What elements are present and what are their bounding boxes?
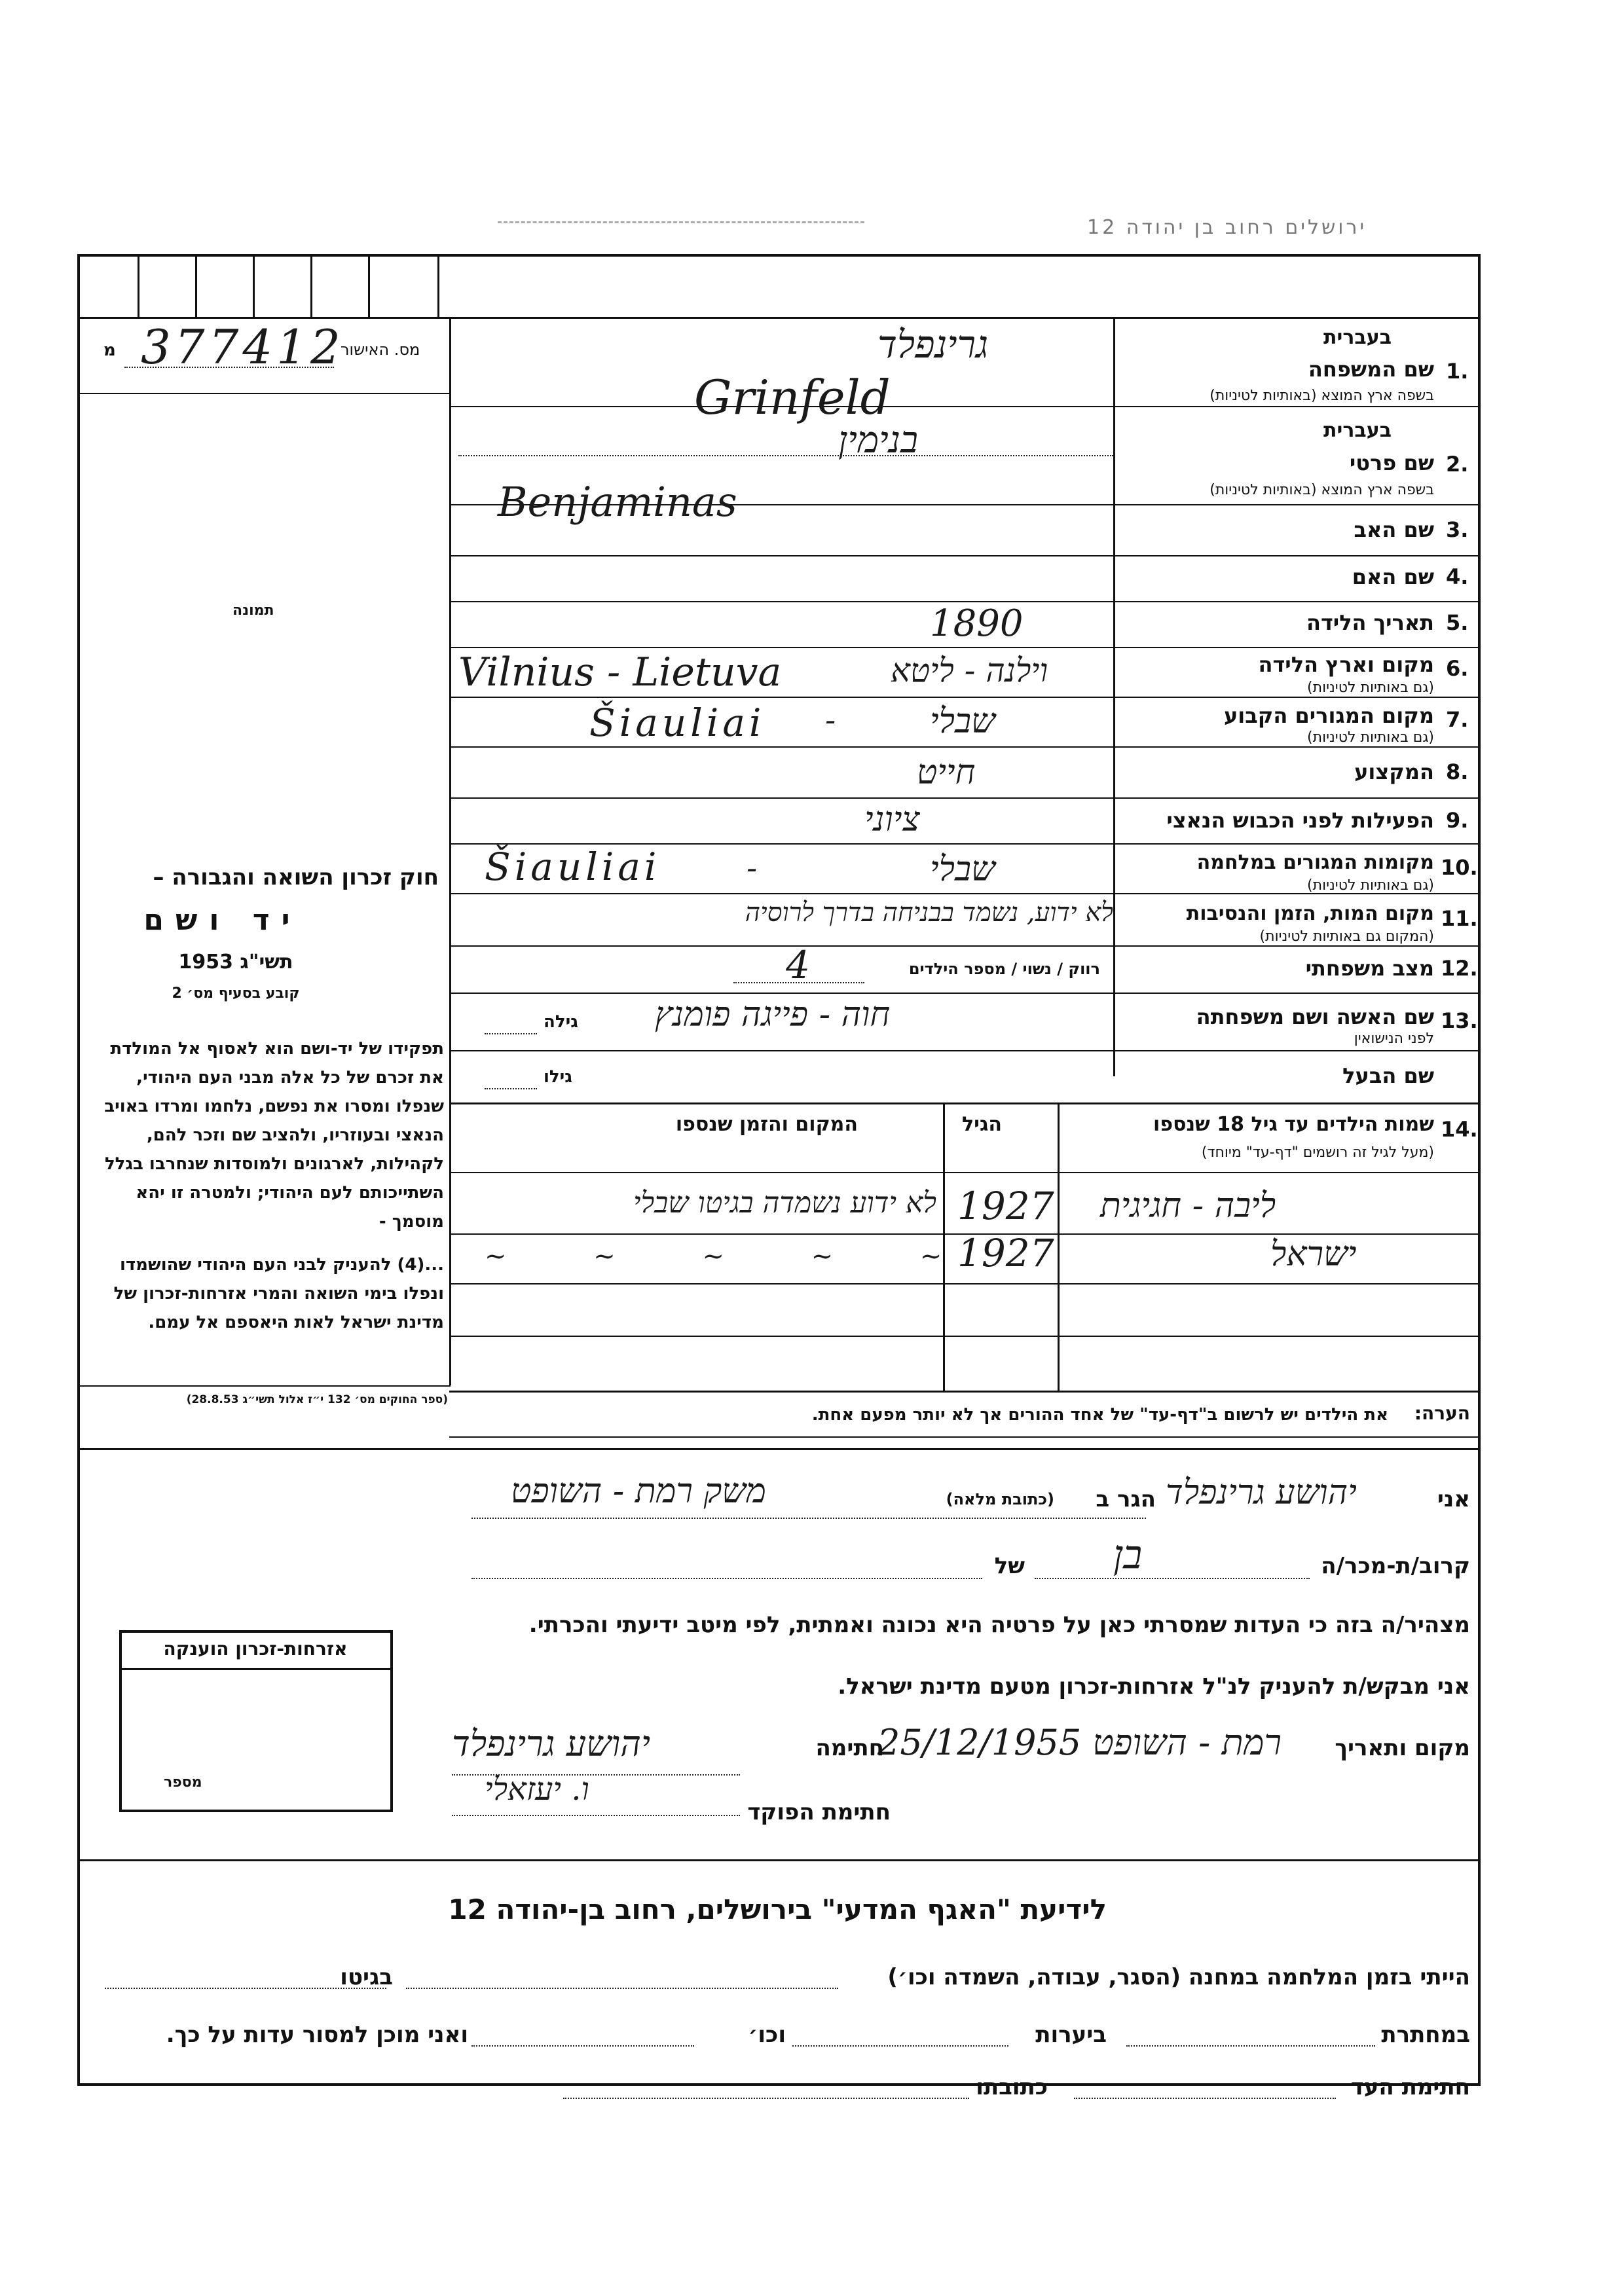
field-1-label: שם המשפחה [1308,357,1434,382]
signature-value: יהושע גרינפלד [452,1723,651,1764]
sidebar-bottom-line [77,1385,451,1387]
declaration-statement-1: מצהיר/ה בזה כי העדות שמסרתי כאן על פרטיה היא נכונה ואמתית, לפי מיטב ידיעתי והכרתי. [528,1612,1470,1638]
field-13-value: חוה - פייגה פומנץ [655,995,891,1034]
officer-label: חתימת הפוקד [747,1799,891,1825]
bottom-line3-a: חתימת העד [1350,2074,1470,2100]
children-col-place: המקום והזמן שנספו [675,1113,858,1136]
field-2-label: שם פרטי [1349,450,1434,475]
field-5-value: 1890 [930,602,1024,645]
bottom-line1-a: הייתי בזמן המלחמה במחנה (הסגר, עבודה, השמדה וכו׳) [887,1964,1470,1990]
children-label: שמות הילדים עד גיל 18 שנספו [1153,1113,1434,1136]
field-13-label: שם האשה ושם משפחתה [1196,1004,1434,1029]
form-number-value: 377412 [141,319,344,374]
field-8-number: 8. [1446,759,1469,784]
bottom-line1-b: בגיטו [340,1964,393,1990]
husband-age-label: גילו [544,1067,572,1087]
field-5-label: תאריך הלידה [1306,610,1434,635]
declaration-top-line [77,1448,1478,1450]
sidebar-divider [449,317,451,1385]
field-10-dash: - [747,850,758,886]
place-date-label: מקום ותאריך [1335,1735,1470,1761]
children-number: 14. [1441,1117,1478,1142]
field-2-number: 2. [1446,452,1469,477]
husband-label: שם הבעל [1342,1063,1434,1088]
photo-label: תמונה [232,602,274,619]
relation-label: קרוב/ת-מכר/ה [1321,1553,1470,1579]
field-9-value: ציוני [864,800,920,839]
field-1-value-latin: Grinfeld [694,370,891,425]
place-date-value: רמת - השופט 25/12/1955 [877,1722,1282,1763]
field-11-sub: (המקום גם באותיות לטיניות) [1259,928,1434,945]
field-7-number: 7. [1446,707,1469,732]
field-13-number: 13. [1441,1008,1478,1033]
law-text-2: ...(4) להעניק לבני העם היהודי שהושמדו ונפלו בימי השואה והמרי אזרחות-זכרון של מדינת ישראל לאות היאספם אל עמם. [113,1255,444,1332]
stamp-box-sep [119,1668,390,1670]
field-6-label: מקום וארץ הלידה [1258,652,1434,677]
stamp-box-number-label: מספר [164,1774,202,1791]
field-10-value-latin: Šiauliai [485,845,661,889]
declaration-address: משק רמת - השופט [511,1472,766,1511]
field-1-number: 1. [1446,359,1469,384]
law-section: קובע בסעיף מס׳ 2 [172,985,300,1002]
note-bottom-line [449,1436,1478,1438]
field-12-value: 4 [786,943,810,987]
field-5-number: 5. [1446,610,1469,635]
field-10-label: מקומות המגורים במלחמה [1196,851,1434,874]
bottom-line2-b: ביערות [1035,2022,1107,2048]
field-6-sub: (גם באותיות לטיניות) [1307,680,1434,696]
field-7-label: מקום המגורים הקבוע [1223,703,1434,728]
field-2-value-hebrew: בנימין [838,419,919,462]
field-13-age-label: גילה [544,1012,578,1032]
declaration-address-hint: (כתובת מלאה) [946,1490,1054,1508]
children-sub: (מעל לגיל זה רושמים "דף-עד" מיוחד) [1201,1144,1434,1161]
field-12-number: 12. [1441,956,1478,981]
field-2-sub: בשפה ארץ המוצא (באותיות לטיניות) [1209,482,1434,498]
children-col-age: הגיל [962,1113,1002,1136]
officer-signature: ו. יעזאלי [485,1771,589,1808]
field-3-label: שם האב [1354,517,1434,542]
field-6-value-latin: Vilnius - Lietuva [458,649,782,695]
field-7-sub: (גם באותיות לטיניות) [1307,729,1434,746]
relation-value: בן [1113,1532,1143,1578]
declaration-name: יהושע גרינפלד [1166,1473,1357,1512]
sidebar-top-sep [77,393,451,394]
child-1-age: 1927 [957,1184,1054,1228]
note-text: את הילדים יש לרשום ב"דף-עד" של אחד ההורים אך לא יותר מפעם אחת. [811,1405,1388,1425]
signature-label: חתימה [815,1735,884,1761]
field-6-value-hebrew: וילנה - ליטא [891,651,1048,689]
form-number-label: מס. האישור [341,340,420,359]
field-7-value-hebrew: שבלי [930,702,995,741]
note-label: הערה: [1414,1402,1470,1424]
declaration-statement-2: אני מבקש/ת להעניק לנ"ל אזרחות-זכרון מטעם מדינת ישראל. [838,1673,1470,1700]
law-reference: (ספר החוקים מס׳ 132 י״ז אלול תשי״ג 28.8.53) [186,1393,448,1406]
field-4-number: 4. [1446,564,1469,589]
field-12-label: מצב משפחתי [1305,956,1434,981]
field-10-number: 10. [1441,855,1478,880]
field-11-value: לא ידוע, נשמד בבניחה בדרך לרוסיה [745,898,1113,928]
bottom-section-line [77,1859,1478,1861]
bottom-line2-c: וכו׳ [748,2022,786,2048]
law-name: יד ושם [143,903,302,937]
field-2-lang-hint: בעברית [1323,419,1392,442]
child-1-place: לא ידוע נשמדה בגיטו שבלי [633,1186,936,1220]
field-12-sub: רווק / נשוי / מספר הילדים [908,960,1100,978]
child-2-age: 1927 [957,1231,1054,1275]
form-number-prefix: מ [103,340,116,360]
relation-of-label: של [994,1553,1025,1579]
bottom-title: לידיעת "האגף המדעי" בירושלים, רחוב בן-יהודה 12 [448,1893,1107,1925]
field-10-sub: (גם באותיות לטיניות) [1307,877,1434,894]
field-9-label: הפעילות לפני הכבוש הנאצי [1166,808,1434,833]
field-1-value-hebrew: גרינפלד [877,322,989,367]
child-2-place: ~ ~ ~ ~ ~ [485,1241,982,1271]
field-7-dash: - [825,702,836,738]
field-13-sub: לפני הנישואין [1354,1030,1434,1047]
field-8-value: חייט [917,753,976,792]
child-1-name: ליבה - חגיגית [1100,1186,1276,1226]
field-1-lang-hint: בעברית [1323,326,1392,349]
declaration-resides: הגר ב [1096,1486,1156,1512]
field-9-number: 9. [1446,808,1469,833]
field-4-label: שם האם [1352,564,1434,589]
field-10-value-hebrew: שבלי [930,850,995,889]
law-title: חוק זכרון השואה והגבורה – [153,864,439,890]
field-11-label: מקום המות, הזמן והנסיבות [1186,902,1434,925]
bottom-line3-b: כתובתו [976,2074,1048,2100]
child-2-name: ישראל [1270,1235,1357,1274]
declaration-ani: אני [1437,1486,1470,1512]
field-11-number: 11. [1441,906,1478,931]
bottom-line2-a: במחתרת [1381,2022,1470,2048]
law-year: תשי"ג 1953 [178,951,293,974]
field-1-sub: בשפה ארץ המוצא (באותיות לטיניות) [1209,388,1434,404]
stamp-box-title: אזרחות-זכרון הוענקה [163,1638,348,1660]
field-8-label: המקצוע [1354,759,1434,784]
bottom-line2-d: ואני מוכן למסור עדות על כך. [166,2022,468,2048]
field-6-number: 6. [1446,656,1469,681]
top-strip-line [77,317,1478,319]
header-faint-marks [498,221,864,227]
law-text: תפקידו של יד-ושם הוא לאסוף אל המולדת את זכרם של כל אלה מבני העם היהודי, שנפלו ומסרו את נפשם, נלחמו ומרדו באויב הנאצי ובעוזריו, ולהציב שם וזכר להם, לקהילות, לארגונים ולמוסדות שנחרבו בגלל השתייכותם לעם היהודי; ולמטרה זו יהא מוסמך - [104,1039,444,1231]
field-2-value-latin: Benjaminas [498,478,737,526]
header-top-text: ירושלים רחוב בן יהודה 12 [1087,216,1367,239]
field-3-number: 3. [1446,517,1469,542]
field-7-value-latin: Šiauliai [589,701,766,745]
